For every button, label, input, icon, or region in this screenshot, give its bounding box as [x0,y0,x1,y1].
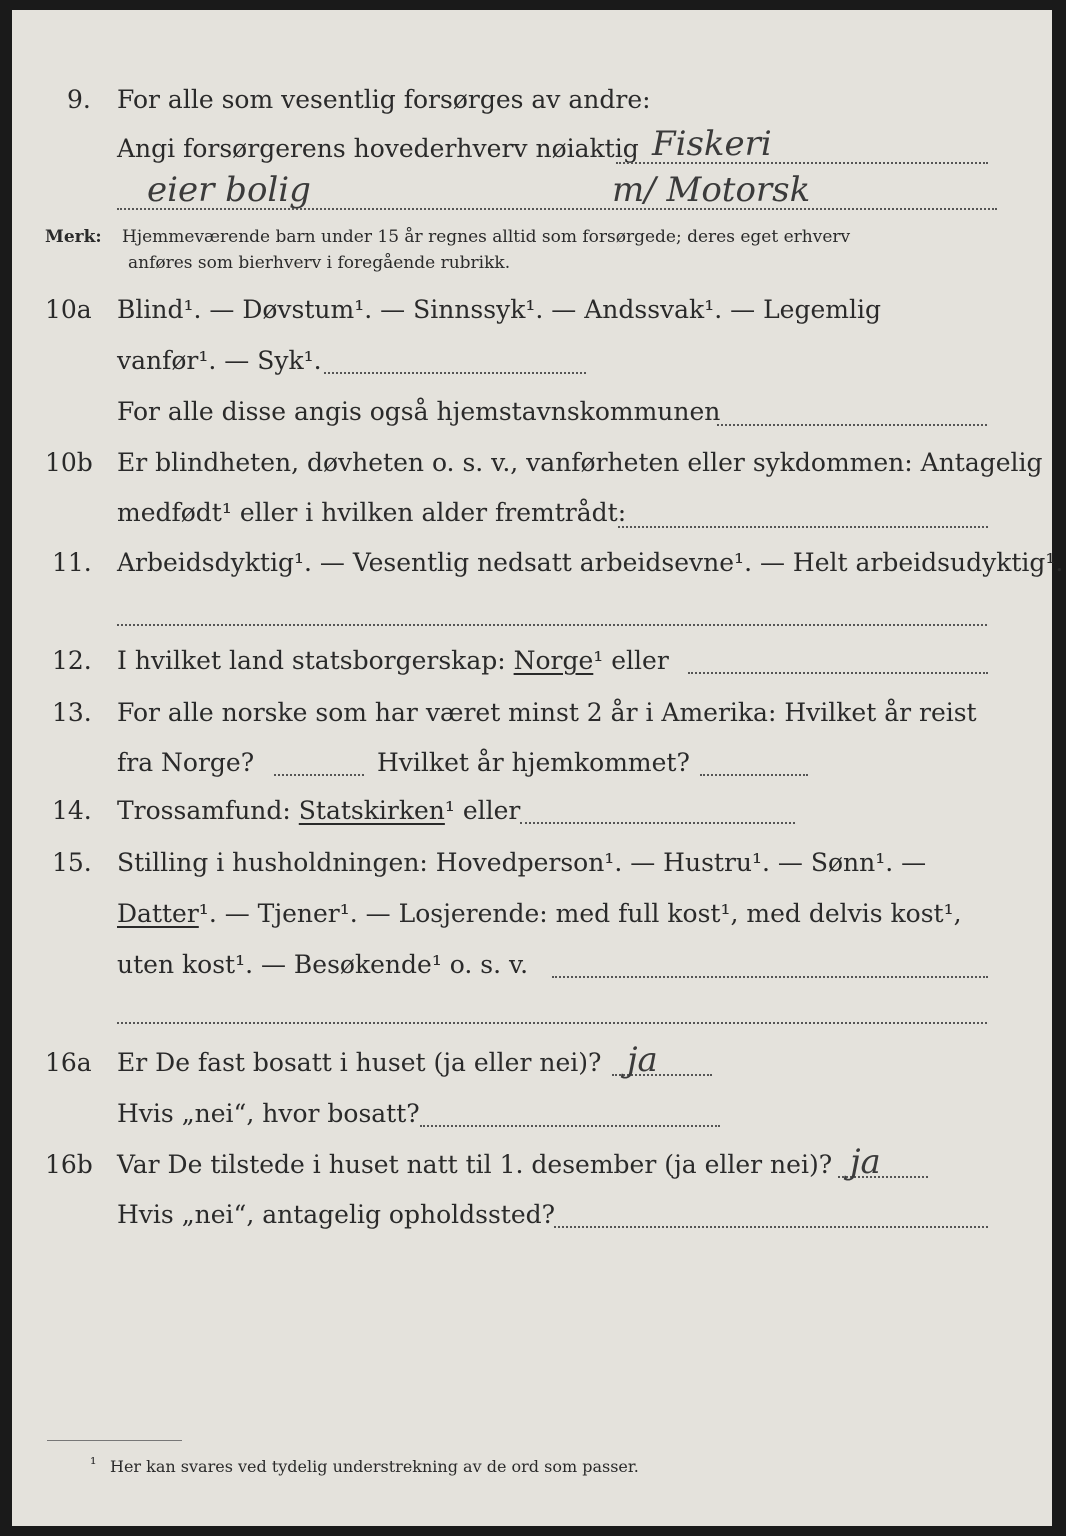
q9-handwritten-answer2a: eier bolig [147,170,311,210]
q10a-line1: Blind¹. — Døvstum¹. — Sinnssyk¹. — Andssvak¹. — Legemlig [117,295,881,324]
q12-line [117,646,669,676]
q10a-line3: For alle disse angis også hjemstavnskommunen [117,397,721,426]
q10a-syk-line[interactable] [324,372,586,374]
q15-line2 [117,899,962,929]
q9-line1: For alle som vesentlig forsørges av andre: [117,85,651,114]
merk-line1: Hjemmeværende barn under 15 år regnes alltid som forsørgede; deres eget erhverv [122,227,851,247]
q16a-handwritten-answer: ja [627,1040,658,1080]
q12-norge-underlined: Norge [513,646,594,675]
q9-handwritten-answer1: Fiskeri [652,124,772,164]
q14-statskirken-underlined: Statskirken [298,796,445,825]
footnote-rule [47,1440,182,1441]
q11-number: 11. [52,548,92,577]
q14-eller: ¹ eller [444,796,521,825]
q9-handwritten-answer2b: m/ Motorsk [612,170,811,210]
q10b-number: 10b [45,448,93,477]
census-form-page [12,10,1064,1526]
q15-line3: uten kost¹. — Besøkende¹ o. s. v. [117,950,529,979]
q16b-line1: Var De tilstede i huset natt til 1. desember (ja eller nei)? [117,1150,833,1179]
q13-number: 13. [52,698,92,727]
q16a-number: 16a [45,1048,92,1077]
q9-number: 9. [67,85,91,114]
q15-datter-underlined: Datter [117,899,199,928]
q15-line1: Stilling i husholdningen: Hovedperson¹. — Hustru¹. — Sønn¹. — [117,848,927,877]
q14-number: 14. [52,796,92,825]
q16b-line2: Hvis „nei“, antagelig opholdssted? [117,1200,556,1229]
q10a-number: 10a [45,295,92,324]
q14-answer-line[interactable] [520,822,795,824]
q13-line2b: Hvilket år hjemkommet? [377,748,690,777]
q12-eller: ¹ eller [593,646,669,675]
q16a-line2: Hvis „nei“, hvor bosatt? [117,1099,420,1128]
q11-answer-line[interactable] [117,624,987,626]
q12-text: I hvilket land statsborgerskap: [117,646,514,675]
q16b-opholdssted-line[interactable] [554,1226,988,1228]
q13-line2a: fra Norge? [117,748,255,777]
q16a-line1: Er De fast bosatt i huset (ja eller nei)? [117,1048,602,1077]
q13-line1: For alle norske som har været minst 2 år i Amerika: Hvilket år reist [117,698,977,727]
q15-line2-rest: ¹. — Tjener¹. — Losjerende: med full kost¹, med delvis kost¹, [198,899,962,928]
q15-answer-line1[interactable] [552,976,988,978]
q13-reist-line[interactable] [274,774,364,776]
q14-line [117,796,520,826]
q12-answer-line[interactable] [688,672,988,674]
q10a-hjemstavn-line[interactable] [717,424,987,426]
q10a-line2: vanfør¹. — Syk¹. [117,346,322,375]
q16b-number: 16b [45,1150,93,1179]
footnote-text: Her kan svares ved tydelig understrekning av de ord som passer. [110,1457,639,1476]
merk-label: Merk: [45,227,102,247]
q13-hjemkommet-line[interactable] [700,774,808,776]
merk-line2: anføres som bierhverv i foregående rubrikk. [128,253,511,273]
q10b-line1: Er blindheten, døvheten o. s. v., vanførheten eller sykdommen: Antagelig [117,448,1043,477]
q16b-handwritten-answer: ja [850,1142,881,1182]
q15-answer-line2[interactable] [117,1022,987,1024]
q10b-alder-line[interactable] [618,526,988,528]
q10b-line2: medfødt¹ eller i hvilken alder fremtrådt: [117,498,627,527]
footnote-mark: ¹ [90,1454,97,1473]
q16a-bosatt-line[interactable] [420,1125,720,1127]
q15-number: 15. [52,848,92,877]
q12-number: 12. [52,646,92,675]
q11-line1: Arbeidsdyktig¹. — Vesentlig nedsatt arbeidsevne¹. — Helt arbeidsudyktig¹. [117,548,1064,577]
q14-text: Trossamfund: [117,796,299,825]
q9-line2: Angi forsørgerens hovederhverv nøiaktig [117,134,639,163]
